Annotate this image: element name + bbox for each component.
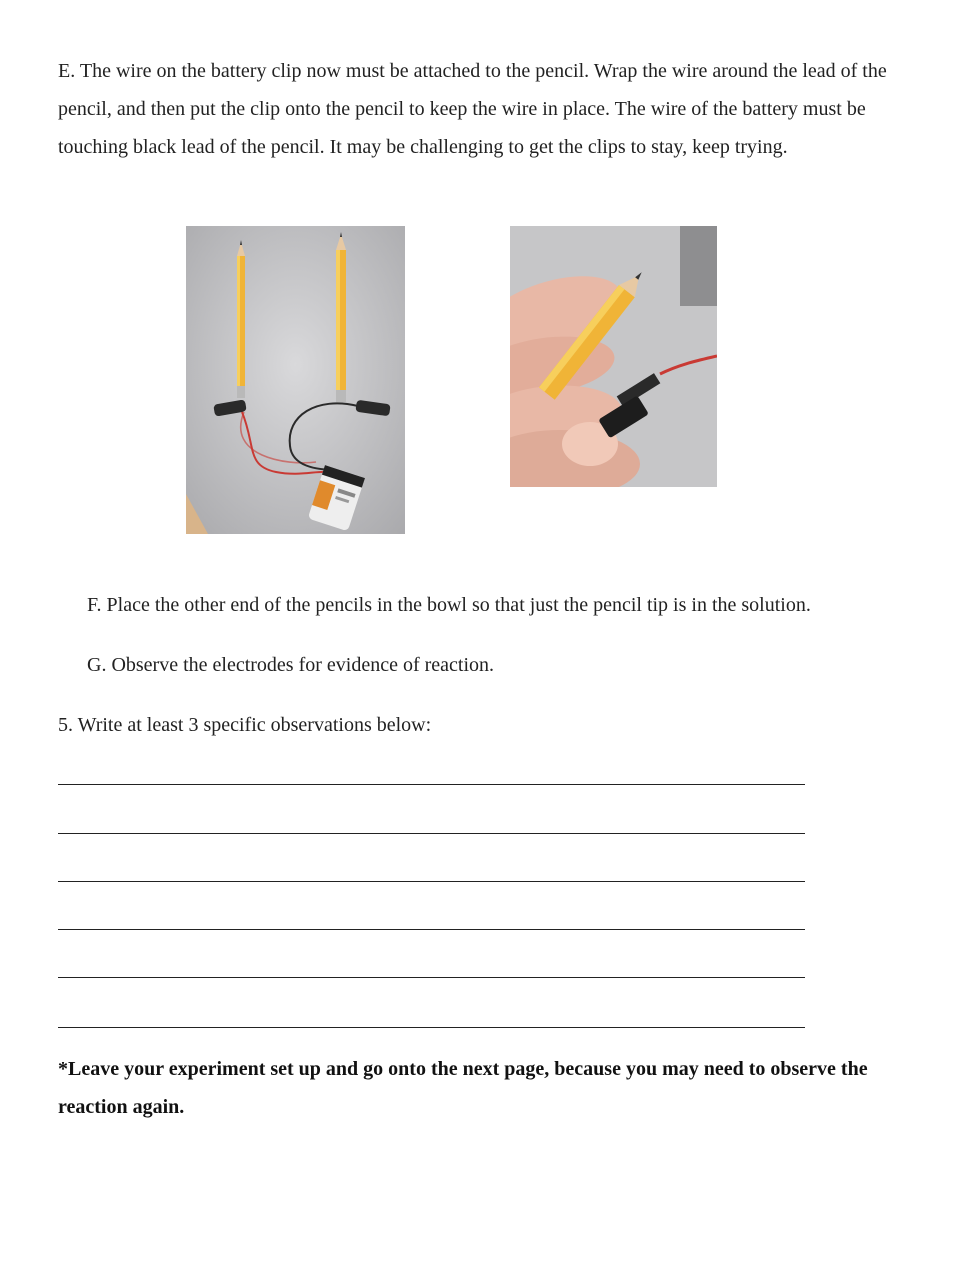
left-pencil: [237, 240, 245, 398]
question-5-prompt: 5. Write at least 3 specific observations below:: [58, 714, 432, 736]
answer-line[interactable]: [58, 833, 805, 834]
hand-holding-pencil-photo: [510, 226, 717, 487]
right-pencil: [336, 232, 346, 402]
step-e-instructions: E. The wire on the battery clip now must be attached to the pencil. Wrap the wire around the lead of the pencil, and then put the clip onto the pencil to keep the wire in place. The wire of the battery must be touching black lead of the pencil. It may be challenging to get the clips to stay, keep trying.: [58, 60, 887, 158]
answer-line[interactable]: [58, 881, 805, 882]
answer-line[interactable]: [58, 977, 805, 978]
answer-line[interactable]: [58, 929, 805, 930]
bold-note: *Leave your experiment set up and go onto the next page, because you may need to observe the reaction again.: [58, 1058, 868, 1118]
answer-line[interactable]: [58, 784, 805, 785]
pencil-electrodes-battery-photo: [186, 226, 405, 534]
step-g-instructions: G. Observe the electrodes for evidence of reaction.: [87, 654, 495, 676]
step-f-instructions: F. Place the other end of the pencils in the bowl so that just the pencil tip is in the solution.: [87, 594, 811, 616]
answer-line[interactable]: [58, 1027, 805, 1028]
